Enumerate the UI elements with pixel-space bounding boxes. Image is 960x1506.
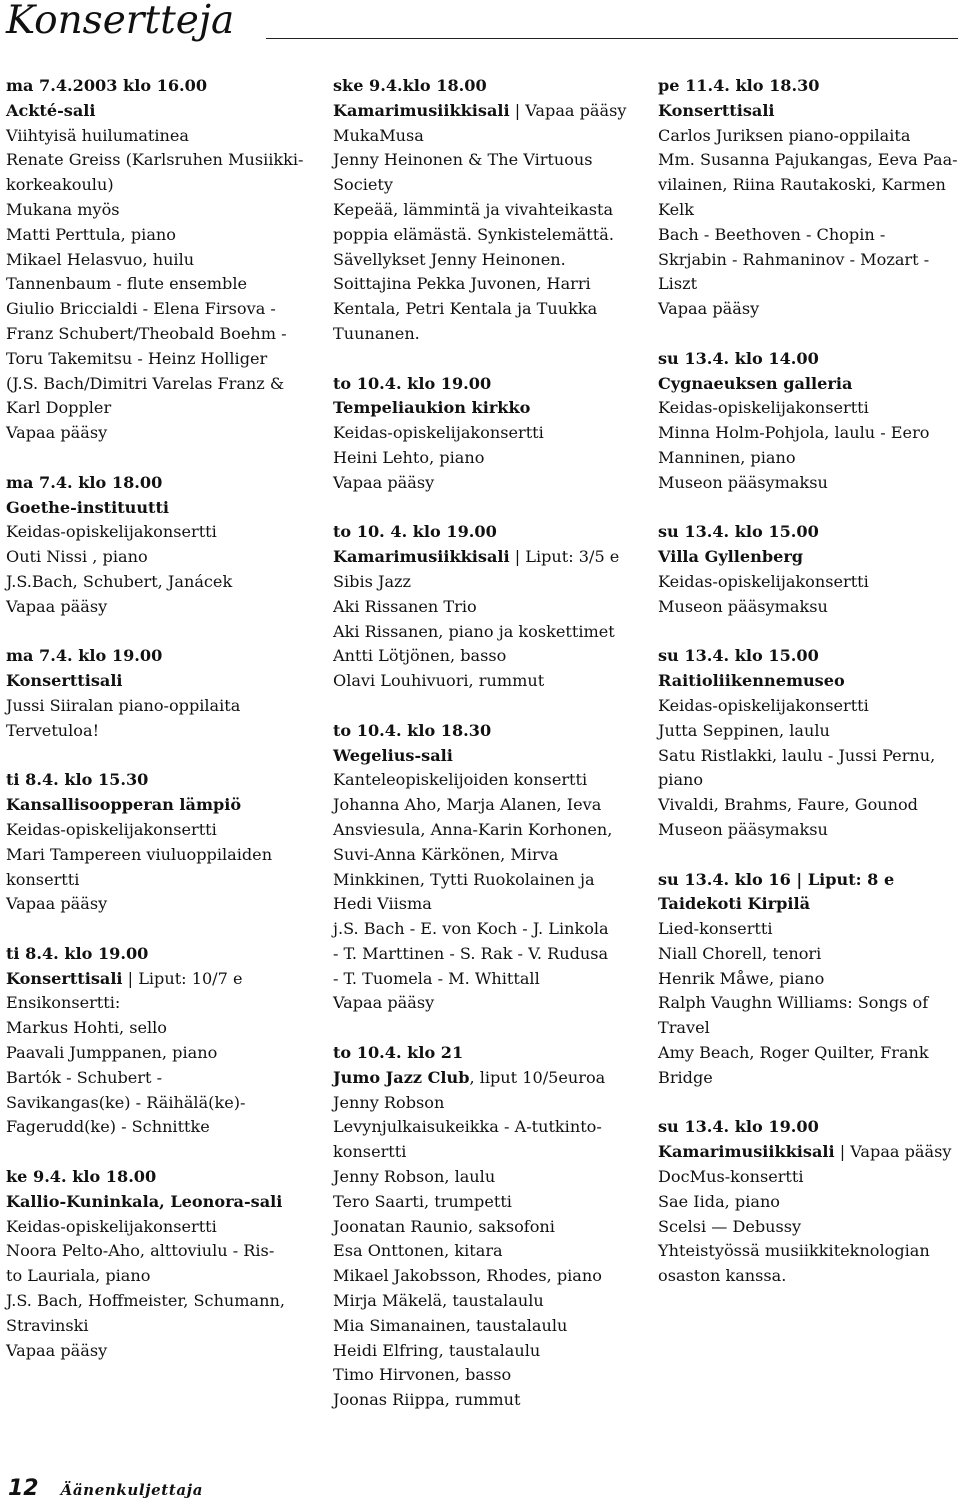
event-detail-line: Niall Chorell, tenori [658, 943, 822, 963]
event-listing [658, 868, 958, 1091]
event-detail-line: Satu Ristlakki, laulu - Jussi Pernu, [658, 745, 936, 765]
event-venue-line [333, 744, 633, 769]
event-venue-line [333, 396, 633, 421]
event-date: pe 11.4. klo 18.30 [658, 76, 820, 95]
event-detail-line: Yhteistyössä musiikkiteknologian [658, 1241, 930, 1261]
column-1 [6, 74, 306, 1388]
event-detail-line: Jenny Heinonen & The Virtuous [333, 150, 593, 170]
event-detail-line: konsertti [6, 869, 80, 889]
event-detail-line: Levynjulkaisukeikka - A-tutkinto- [333, 1117, 602, 1137]
event-detail-line: Mukana myös [6, 199, 120, 219]
page-header [6, 0, 958, 48]
event-detail-line: Scelsi — Debussy [658, 1216, 802, 1236]
event-detail-line: Tannenbaum - flute ensemble [6, 274, 248, 294]
event-listing [333, 372, 633, 496]
event-detail-line: Keidas-opiskelijakonsertti [6, 1216, 217, 1236]
event-detail-line: Vapaa pääsy [6, 1340, 108, 1360]
event-detail-line: Museon pääsymaksu [658, 472, 828, 492]
event-detail-line: Kelk [658, 199, 695, 219]
event-detail-line: J.S. Bach, Hoffmeister, Schumann, [6, 1291, 285, 1311]
event-detail-line: Markus Hohti, sello [6, 1018, 167, 1038]
event-detail-line: Museon pääsymaksu [658, 819, 828, 839]
event-detail-line: Paavali Jumppanen, piano [6, 1043, 218, 1063]
event-detail-line: Stravinski [6, 1315, 89, 1335]
event-date: su 13.4. klo 19.00 [658, 1117, 819, 1137]
event-detail-line: - T. Marttinen - S. Rak - V. Rudusa [333, 943, 609, 963]
event-detail-line: Mikael Helasvuo, huilu [6, 249, 195, 269]
event-detail-line: Renate Greiss (Karlsruhen Musiikki- [6, 150, 304, 170]
event-listing [6, 74, 306, 446]
event-detail-line: Jussi Siiralan piano-oppilaita [6, 695, 241, 715]
event-detail-line: Keidas-opiskelijakonsertti [6, 522, 217, 542]
event-detail-line: - T. Tuomela - M. Whittall [333, 968, 540, 988]
event-date: ma 7.4.2003 klo 16.00 [6, 76, 208, 95]
event-detail-line: Minna Holm-Pohjola, laulu - Eero [658, 423, 930, 443]
event-venue: Kansallisoopperan lämpiö [6, 795, 242, 815]
event-detail-line: Tero Saarti, trumpetti [333, 1191, 512, 1211]
event-detail-line: Ralph Vaughn Williams: Songs of [658, 993, 929, 1013]
event-detail-line: Keidas-opiskelijakonsertti [658, 398, 869, 418]
event-venue-line [658, 669, 958, 694]
event-venue: Konserttisali [6, 968, 123, 988]
event-detail-line: Bach - Beethoven - Chopin - [658, 224, 886, 244]
event-venue-line [658, 1140, 958, 1165]
event-venue: Jumo Jazz Club [333, 1067, 470, 1087]
event-listing [6, 644, 306, 743]
event-venue: Taidekoti Kirpilä [658, 894, 810, 914]
event-detail-line: Matti Perttula, piano [6, 224, 176, 244]
event-date: to 10.4. klo 21 [333, 1043, 464, 1063]
event-detail-line: Museon pääsymaksu [658, 596, 828, 616]
event-venue: Konserttisali [658, 100, 775, 120]
event-detail-line: Joonas Riippa, rummut [333, 1390, 521, 1410]
event-detail-line: Mirja Mäkelä, taustalaulu [333, 1291, 544, 1311]
event-detail-line: Liszt [658, 274, 698, 294]
event-detail-line: Soittajina Pekka Juvonen, Harri [333, 274, 591, 294]
event-detail-line: Manninen, piano [658, 447, 796, 467]
event-detail-line: Savikangas(ke) - Räihälä(ke)- [6, 1092, 246, 1112]
event-detail-line: Mikael Jakobsson, Rhodes, piano [333, 1266, 602, 1286]
event-detail-line: Heidi Elfring, taustalaulu [333, 1340, 541, 1360]
event-detail-line: Bridge [658, 1067, 713, 1087]
event-venue-line [6, 496, 306, 521]
event-detail-line: osaston kanssa. [658, 1266, 787, 1286]
event-detail-line: Jenny Robson [333, 1092, 445, 1112]
event-detail-line: Ensikonsertti: [6, 993, 121, 1013]
event-detail-line: Travel [658, 1018, 710, 1038]
magazine-name: Äänenkuljettaja [60, 1481, 204, 1499]
event-detail-line: Jenny Robson, laulu [333, 1167, 496, 1187]
event-detail-line: Kepeää, lämmintä ja vivahteikasta [333, 199, 614, 219]
event-detail-line: Timo Hirvonen, basso [333, 1365, 512, 1385]
event-date: to 10. 4. klo 19.00 [333, 522, 497, 542]
event-detail-line: Jutta Seppinen, laulu [658, 720, 830, 740]
event-venue-extra: | Liput: 3/5 e [509, 547, 620, 567]
event-detail-line: Vivaldi, Brahms, Faure, Gounod [658, 795, 918, 815]
event-date: su 13.4. klo 15.00 [658, 646, 819, 666]
event-detail-line: Hedi Viisma [333, 894, 432, 914]
event-venue: Konserttisali [6, 671, 123, 691]
event-detail-line: Karl Doppler [6, 398, 112, 418]
event-listing [333, 74, 633, 347]
event-detail-line: J.S.Bach, Schubert, Janácek [6, 571, 233, 591]
event-detail-line: j.S. Bach - E. von Koch - J. Linkola [333, 919, 609, 939]
event-detail-line: Giulio Briccialdi - Elena Firsova - [6, 299, 276, 319]
event-venue-line [658, 545, 958, 570]
event-venue-line [333, 99, 633, 124]
event-venue-line [658, 892, 958, 917]
event-detail-line: Skrjabin - Rahmaninov - Mozart - [658, 249, 930, 269]
event-venue-line [6, 793, 306, 818]
event-date: su 13.4. klo 14.00 [658, 348, 819, 368]
event-detail-line: Aki Rissanen, piano ja koskettimet [333, 621, 615, 641]
event-detail-line: Suvi-Anna Kärkönen, Mirva [333, 844, 559, 864]
event-venue: Cygnaeuksen galleria [658, 373, 853, 393]
event-venue-line [6, 669, 306, 694]
event-detail-line: Vapaa pääsy [333, 993, 435, 1013]
event-detail-line: Vapaa pääsy [6, 894, 108, 914]
event-venue-line [658, 372, 958, 397]
event-detail-line: Keidas-opiskelijakonsertti [333, 423, 544, 443]
event-venue: Kallio-Kuninkala, Leonora-sali [6, 1191, 283, 1211]
event-detail-line: Vapaa pääsy [6, 596, 108, 616]
event-venue: Raitioliikennemuseo [658, 671, 845, 691]
event-venue: Tempeliaukion kirkko [333, 398, 531, 418]
event-listing [333, 1041, 633, 1413]
event-detail-line: Kentala, Petri Kentala ja Tuukka [333, 299, 598, 319]
event-venue-line [6, 99, 306, 124]
event-detail-line: Sae Iida, piano [658, 1191, 780, 1211]
column-3 [658, 74, 958, 1314]
event-date: su 13.4. klo 15.00 [658, 522, 819, 542]
event-detail-line: Sibis Jazz [333, 571, 412, 591]
event-detail-line: Bartók - Schubert - [6, 1067, 163, 1087]
event-venue-line [6, 967, 306, 992]
event-detail-line: Fagerudd(ke) - Schnittke [6, 1117, 210, 1137]
event-listing [658, 520, 958, 619]
event-detail-line: Tuunanen. [333, 323, 420, 343]
event-venue-line [333, 545, 633, 570]
event-detail-line: Esa Onttonen, kitara [333, 1241, 503, 1261]
event-venue-extra: | Vapaa pääsy [834, 1142, 952, 1162]
event-detail-line: DocMus-konsertti [658, 1167, 804, 1187]
event-detail-line: Outi Nissi , piano [6, 547, 148, 567]
event-detail-line: Lied-konsertti [658, 919, 773, 939]
page-footer [8, 1476, 203, 1506]
event-detail-line: korkeakoulu) [6, 175, 114, 195]
event-venue-extra: , liput 10/5euroa [469, 1067, 606, 1087]
event-detail-line: Vapaa pääsy [658, 299, 760, 319]
event-detail-line: Mari Tampereen viuluoppilaiden [6, 844, 273, 864]
event-venue: Wegelius-sali [333, 745, 453, 765]
event-detail-line: poppia elämästä. Synkistelemättä. [333, 224, 614, 244]
event-venue-line [658, 99, 958, 124]
event-detail-line: Vapaa pääsy [333, 472, 435, 492]
event-venue-extra: | Liput: 10/7 e [122, 968, 243, 988]
event-detail-line: Minkkinen, Tytti Ruokolainen ja [333, 869, 595, 889]
event-detail-line: Olavi Louhivuori, rummut [333, 671, 545, 691]
event-detail-line: MukaMusa [333, 125, 424, 145]
event-listing [333, 719, 633, 1017]
event-date: to 10.4. klo 18.30 [333, 720, 492, 740]
event-venue-extra: | Vapaa pääsy [509, 100, 627, 120]
event-date: ti 8.4. klo 19.00 [6, 943, 149, 963]
event-date: ma 7.4. klo 18.00 [6, 472, 163, 492]
event-listing [6, 1165, 306, 1363]
event-date: ske 9.4.klo 18.00 [333, 76, 487, 95]
event-listing [333, 520, 633, 694]
event-detail-line: Johanna Aho, Marja Alanen, Ieva [333, 795, 602, 815]
event-detail-line: Noora Pelto-Aho, alttoviulu - Ris- [6, 1241, 275, 1261]
event-venue: Goethe-instituutti [6, 497, 170, 517]
page-number: 12 [8, 1476, 39, 1501]
event-detail-line: Keidas-opiskelijakonsertti [658, 571, 869, 591]
event-listing [658, 644, 958, 842]
event-detail-line: Franz Schubert/Theobald Boehm - [6, 323, 287, 343]
event-venue-line [333, 1066, 633, 1091]
header-rule [266, 38, 958, 39]
event-venue: Kamarimusiikkisali [658, 1142, 835, 1162]
event-detail-line: Henrik Måwe, piano [658, 968, 825, 988]
event-detail-line: Amy Beach, Roger Quilter, Frank [658, 1043, 929, 1063]
event-detail-line: Heini Lehto, piano [333, 447, 485, 467]
event-date: to 10.4. klo 19.00 [333, 373, 492, 393]
event-detail-line: Joonatan Raunio, saksofoni [333, 1216, 555, 1236]
event-detail-line: Mm. Susanna Pajukangas, Eeva Paa- [658, 150, 958, 170]
event-date: ma 7.4. klo 19.00 [6, 646, 163, 666]
event-venue: Kamarimusiikkisali [333, 547, 510, 567]
event-detail-line: Keidas-opiskelijakonsertti [6, 819, 217, 839]
event-detail-line: Keidas-opiskelijakonsertti [658, 695, 869, 715]
event-listing [6, 942, 306, 1140]
event-detail-line: Toru Takemitsu - Heinz Holliger [6, 348, 268, 368]
event-detail-line: to Lauriala, piano [6, 1266, 151, 1286]
column-2 [333, 74, 633, 1438]
event-date: ke 9.4. klo 18.00 [6, 1167, 157, 1187]
event-detail-line: Vapaa pääsy [6, 423, 108, 443]
event-listing [658, 347, 958, 496]
event-listing [6, 768, 306, 917]
event-detail-line: Antti Lötjönen, basso [333, 646, 507, 666]
event-detail-line: Ansviesula, Anna-Karin Korhonen, [333, 819, 613, 839]
event-detail-line: Tervetuloa! [6, 720, 100, 740]
event-venue: Ackté-sali [6, 100, 96, 120]
event-venue: Villa Gyllenberg [658, 547, 804, 567]
event-date: su 13.4. klo 16 | Liput: 8 e [658, 869, 895, 889]
event-listing [658, 74, 958, 322]
event-detail-line: Aki Rissanen Trio [333, 596, 477, 616]
event-detail-line: vilainen, Riina Rautakoski, Karmen [658, 175, 946, 195]
event-detail-line: (J.S. Bach/Dimitri Varelas Franz & [6, 373, 285, 393]
event-listing [658, 1115, 958, 1289]
event-detail-line: Society [333, 175, 393, 195]
event-detail-line: Carlos Juriksen piano-oppilaita [658, 125, 911, 145]
event-listing [6, 471, 306, 620]
event-detail-line: Mia Simanainen, taustalaulu [333, 1315, 568, 1335]
event-detail-line: Viihtyisä huilumatinea [6, 125, 190, 145]
page-title: Konsertteja [6, 0, 235, 43]
event-detail-line: Kanteleopiskelijoiden konsertti [333, 770, 588, 790]
event-detail-line: piano [658, 770, 704, 790]
event-detail-line: konsertti [333, 1142, 407, 1162]
event-venue: Kamarimusiikkisali [333, 100, 510, 120]
event-detail-line: Sävellykset Jenny Heinonen. [333, 249, 566, 269]
event-date: ti 8.4. klo 15.30 [6, 770, 149, 790]
event-venue-line [6, 1190, 306, 1215]
